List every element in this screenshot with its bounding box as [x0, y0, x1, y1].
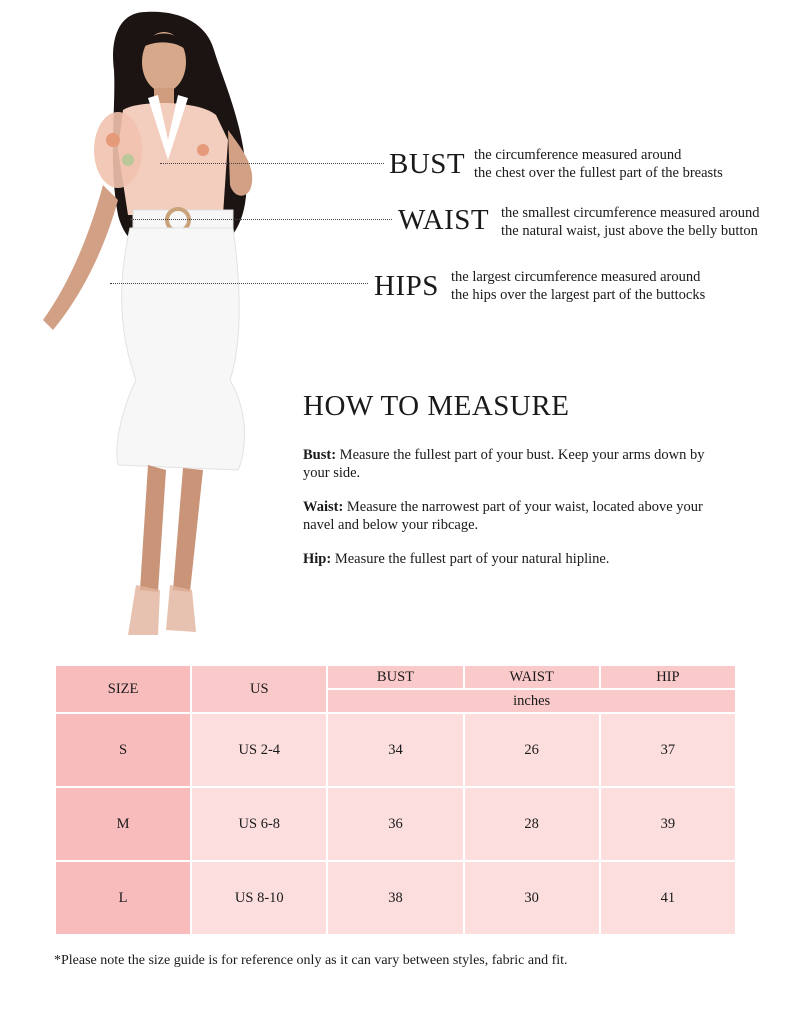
- bust-description-line1: the circumference measured around: [474, 147, 682, 163]
- waist-description-line1: the smallest circumference measured around: [501, 205, 760, 221]
- hip-column-header: HIP: [600, 665, 736, 689]
- us-cell: US 2-4: [191, 713, 327, 787]
- hips-label: HIPS: [374, 270, 439, 302]
- bust-cell: 34: [327, 713, 463, 787]
- table-row: [55, 787, 736, 861]
- waist-cell: 28: [464, 787, 600, 861]
- how-to-measure-title: HOW TO MEASURE: [303, 390, 570, 422]
- waist-tip-text: Measure the narrowest part of your waist, located above your navel and below your ribcage.: [303, 499, 703, 533]
- hips-indicator-line: [110, 283, 368, 284]
- waist-tip: [303, 498, 733, 534]
- size-cell: S: [55, 713, 191, 787]
- size-column-header: SIZE: [55, 665, 191, 713]
- table-header-row: [55, 665, 736, 689]
- waist-label: WAIST: [398, 204, 490, 236]
- bust-description: [474, 146, 723, 182]
- hips-description-line1: the largest circumference measured around: [451, 269, 701, 285]
- bust-tip: [303, 446, 733, 482]
- waist-column-header: WAIST: [464, 665, 600, 689]
- hip-tip-text: Measure the fullest part of your natural hipline.: [331, 551, 610, 567]
- hips-description: [451, 268, 705, 304]
- bust-tip-text: Measure the fullest part of your bust. Keep your arms down by your side.: [303, 447, 705, 481]
- waist-tip-term: Waist:: [303, 499, 344, 515]
- size-cell: M: [55, 787, 191, 861]
- hip-tip-term: Hip:: [303, 551, 332, 567]
- hip-tip: [303, 550, 733, 568]
- waist-description: [501, 204, 759, 240]
- us-column-header: US: [191, 665, 327, 713]
- us-cell: US 6-8: [191, 787, 327, 861]
- size-chart-table: [54, 664, 737, 936]
- bust-cell: 36: [327, 787, 463, 861]
- bust-column-header: BUST: [327, 665, 463, 689]
- waist-description-line2: the natural waist, just above the belly button: [501, 223, 758, 239]
- table-row: [55, 861, 736, 935]
- bust-indicator-line: [160, 163, 384, 164]
- us-cell: US 8-10: [191, 861, 327, 935]
- bust-cell: 38: [327, 861, 463, 935]
- waist-indicator-line: [130, 219, 392, 220]
- size-cell: L: [55, 861, 191, 935]
- bust-tip-term: Bust:: [303, 447, 337, 463]
- hip-cell: 39: [600, 787, 736, 861]
- units-label: inches: [327, 689, 736, 713]
- model-figure-image: [18, 0, 278, 650]
- hip-cell: 41: [600, 861, 736, 935]
- hip-cell: 37: [600, 713, 736, 787]
- bust-description-line2: the chest over the fullest part of the breasts: [474, 165, 723, 181]
- bust-label: BUST: [389, 148, 466, 180]
- waist-cell: 26: [464, 713, 600, 787]
- hips-description-line2: the hips over the largest part of the buttocks: [451, 287, 706, 303]
- waist-cell: 30: [464, 861, 600, 935]
- size-guide-footnote: *Please note the size guide is for reference only as it can vary between styles, fabric and fit.: [54, 953, 568, 968]
- table-row: [55, 713, 736, 787]
